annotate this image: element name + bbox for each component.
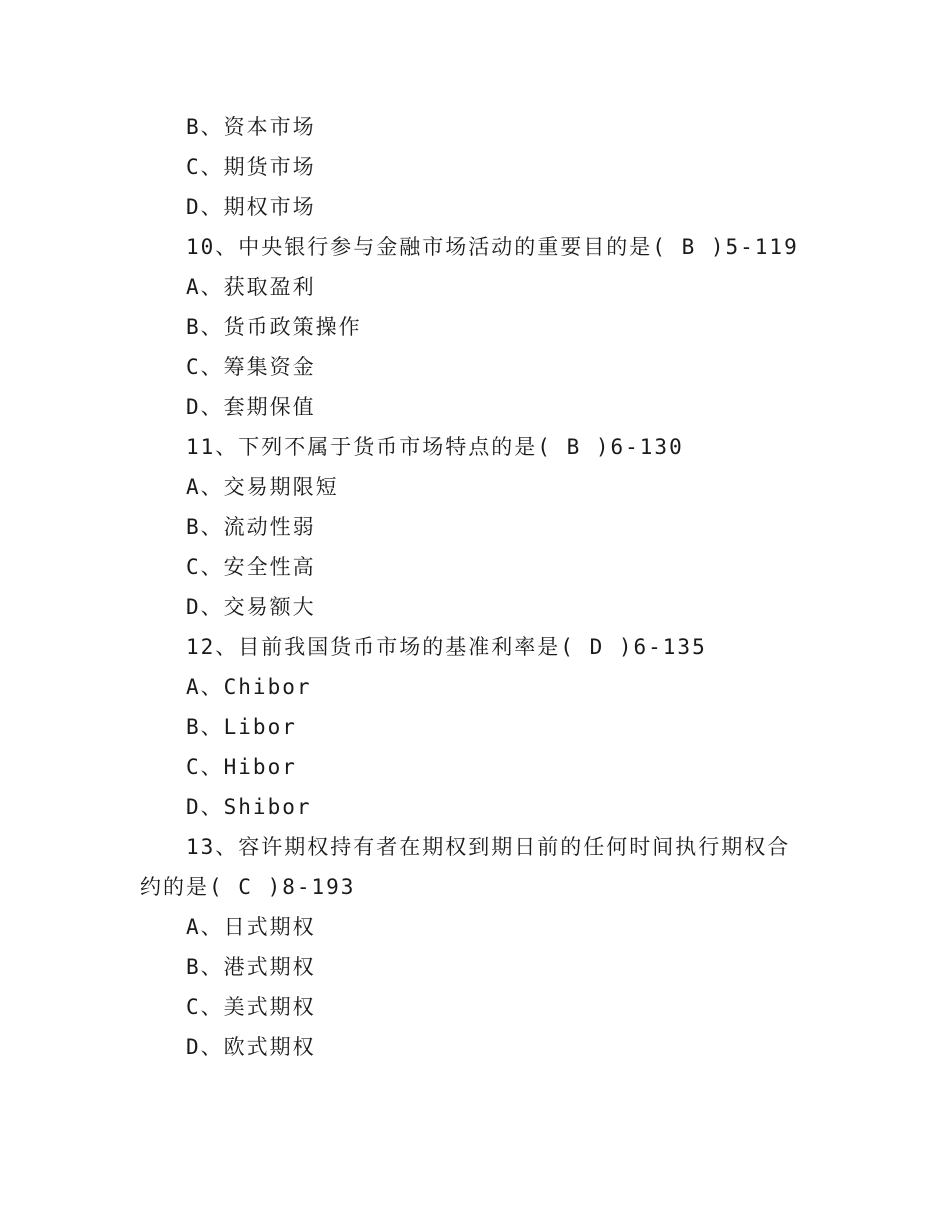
question-13	[140, 827, 800, 907]
question-11: 11、下列不属于货币市场特点的是( B )6-130	[186, 435, 684, 459]
question-11-option-d: D、交易额大	[186, 595, 316, 619]
question-10-option-d: D、套期保值	[186, 395, 316, 419]
question-10-option-b: B、货币政策操作	[186, 315, 362, 339]
option-d-options-market: D、期权市场	[186, 195, 316, 219]
question-12-option-a: A、Chibor	[186, 675, 312, 699]
option-c-futures-market: C、期货市场	[186, 155, 316, 179]
question-12-option-d: D、Shibor	[186, 795, 312, 819]
question-12-option-c: C、Hibor	[186, 755, 297, 779]
question-11-option-c: C、安全性高	[186, 555, 316, 579]
question-13-option-a: A、日式期权	[186, 915, 316, 939]
question-10-option-c: C、筹集资金	[186, 355, 316, 379]
question-10: 10、中央银行参与金融市场活动的重要目的是( B )5-119	[186, 235, 799, 259]
question-13-option-b: B、港式期权	[186, 955, 316, 979]
question-13-option-c: C、美式期权	[186, 995, 316, 1019]
question-13-line-1: 13、容许期权持有者在期权到期日前的任何时间执行期权合	[186, 835, 791, 859]
question-10-option-a: A、获取盈利	[186, 275, 316, 299]
question-12-option-b: B、Libor	[186, 715, 297, 739]
question-11-option-b: B、流动性弱	[186, 515, 316, 539]
question-list	[140, 107, 800, 1067]
question-11-option-a: A、交易期限短	[186, 475, 339, 499]
option-b-capital-market: B、资本市场	[186, 115, 316, 139]
question-13-option-d: D、欧式期权	[186, 1035, 316, 1059]
question-12: 12、目前我国货币市场的基准利率是( D )6-135	[186, 635, 707, 659]
question-13-line-2: 约的是( C )8-193	[140, 875, 356, 899]
